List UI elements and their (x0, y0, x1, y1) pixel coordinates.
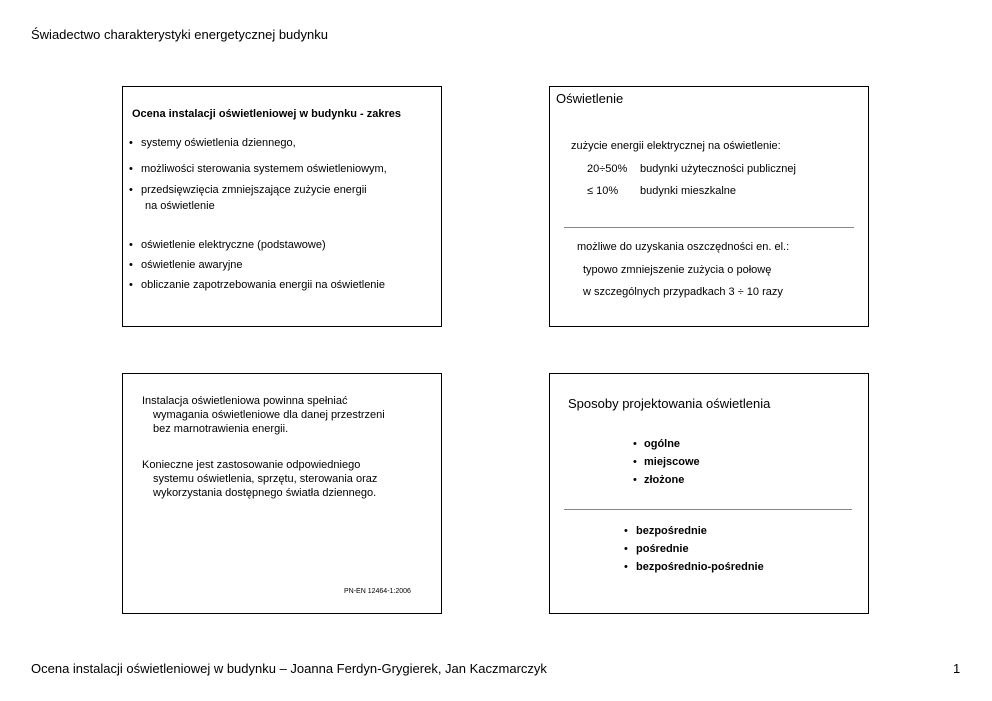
list-item-continuation: na oświetlenie (145, 200, 215, 212)
list-item: złożone (644, 474, 685, 486)
paragraph-line: wykorzystania dostępnego światła dziennego. (153, 487, 377, 499)
text-line: możliwe do uzyskania oszczędności en. el.: (577, 241, 790, 253)
bullet: • (633, 474, 637, 486)
bullet: • (129, 259, 133, 271)
paragraph-line: systemu oświetlenia, sprzętu, sterowania oraz (153, 473, 378, 485)
value-cell: ≤ 10% (587, 185, 619, 197)
divider (564, 227, 854, 228)
text-line: typowo zmniejszenie zużycia o połowę (583, 264, 772, 276)
bullet: • (129, 137, 133, 149)
slide-sposoby (549, 373, 869, 614)
list-item: miejscowe (644, 456, 700, 468)
list-item: przedsięwzięcia zmniejszające zużycie energii (141, 184, 367, 196)
bullet: • (633, 456, 637, 468)
paragraph-line: Instalacja oświetleniowa powinna spełniać (142, 395, 348, 407)
paragraph-line: bez marnotrawienia energii. (153, 423, 289, 435)
list-item: systemy oświetlenia dziennego, (141, 137, 296, 149)
bullet: • (129, 279, 133, 291)
text-line: zużycie energii elektrycznej na oświetlenie: (571, 140, 781, 152)
bullet: • (129, 239, 133, 251)
text-cell: budynki mieszkalne (640, 185, 736, 197)
slide-instalacja (122, 373, 442, 614)
divider (564, 509, 852, 510)
slide-zakres (122, 86, 442, 327)
slide-title: Oświetlenie (556, 91, 624, 106)
list-item: możliwości sterowania systemem oświetleniowym, (141, 163, 387, 175)
paragraph-line: Konieczne jest zastosowanie odpowiedniego (142, 459, 361, 471)
list-item: oświetlenie awaryjne (141, 259, 243, 271)
page-number: 1 (953, 661, 961, 676)
list-item: bezpośrednie (636, 525, 707, 537)
value-cell: 20÷50% (587, 163, 628, 175)
bullet: • (624, 525, 628, 537)
slide-title: Ocena instalacji oświetleniowej w budynku - zakres (132, 108, 401, 120)
text-line: w szczególnych przypadkach 3 ÷ 10 razy (583, 286, 783, 298)
text-cell: budynki użyteczności publicznej (640, 163, 796, 175)
paragraph-line: wymagania oświetleniowe dla danej przestrzeni (153, 409, 385, 421)
slide-title: Sposoby projektowania oświetlenia (568, 396, 771, 411)
document-header: Świadectwo charakterystyki energetycznej budynku (31, 27, 328, 42)
bullet: • (624, 561, 628, 573)
bullet: • (633, 438, 637, 450)
list-item: ogólne (644, 438, 681, 450)
list-item: obliczanie zapotrzebowania energii na oświetlenie (141, 279, 385, 291)
bullet: • (129, 163, 133, 175)
document-footer: Ocena instalacji oświetleniowej w budynku – Joanna Ferdyn-Grygierek, Jan Kaczmarczyk (31, 661, 547, 676)
list-item: oświetlenie elektryczne (podstawowe) (141, 239, 326, 251)
list-item: bezpośrednio-pośrednie (636, 561, 764, 573)
slide-oswietlenie (549, 86, 869, 327)
list-item: pośrednie (636, 543, 689, 555)
bullet: • (129, 184, 133, 196)
bullet: • (624, 543, 628, 555)
norm-reference: PN-EN 12464-1:2006 (344, 588, 411, 595)
